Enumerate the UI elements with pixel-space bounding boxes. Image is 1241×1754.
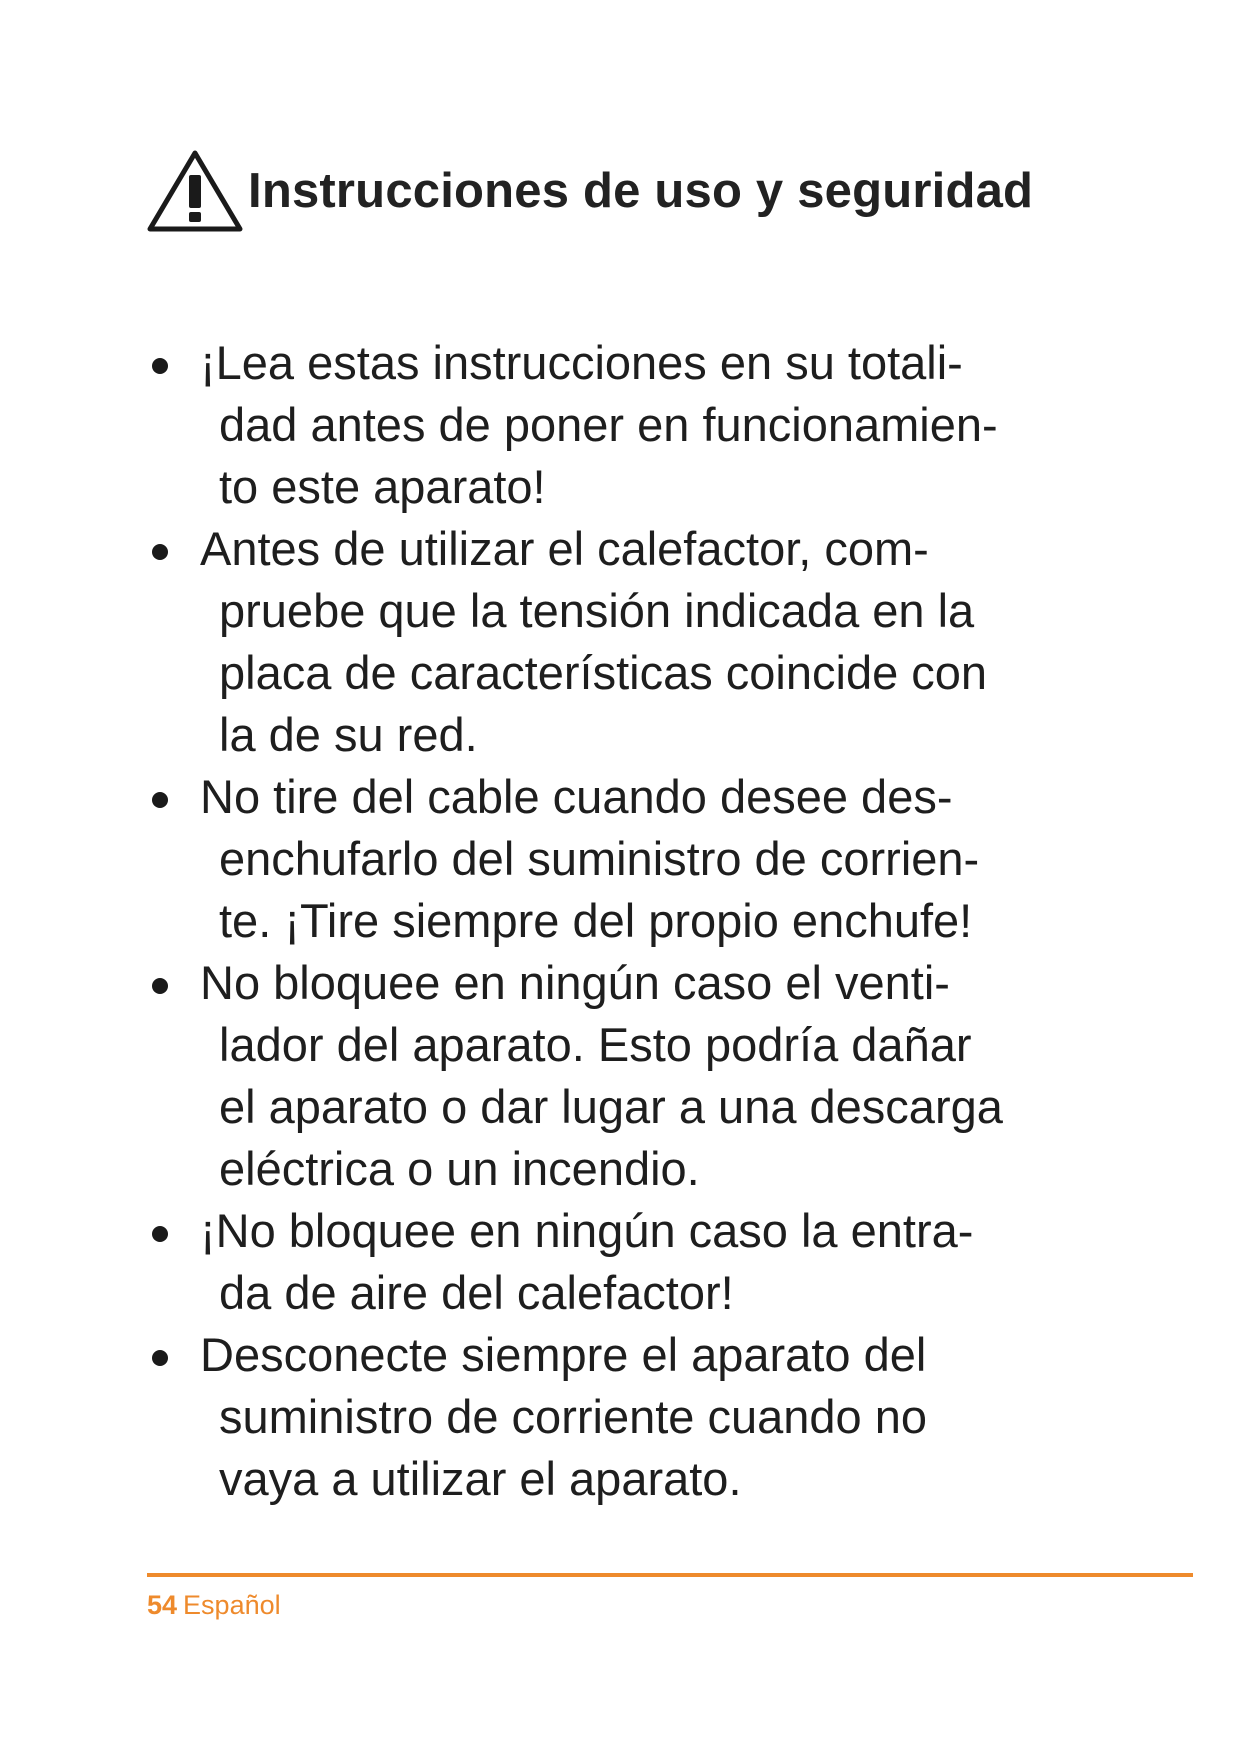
list-item-line: to este aparato! xyxy=(219,460,546,513)
list-item-line: te. ¡Tire siempre del propio enchufe! xyxy=(219,894,973,947)
list-item-line: el aparato o dar lugar a una descarga xyxy=(219,1080,1003,1133)
list-item-line: placa de características coincide con xyxy=(219,646,988,699)
page-number: 54 xyxy=(147,1590,178,1620)
list-item-line: eléctrica o un incendio. xyxy=(219,1142,700,1195)
section-heading xyxy=(146,146,1033,236)
list-item xyxy=(150,332,1080,518)
list-item-line: No tire del cable cuando desee des- xyxy=(200,770,953,823)
list-item-line: No bloquee en ningún caso el venti- xyxy=(200,956,950,1009)
list-item-line: vaya a utilizar el aparato. xyxy=(219,1452,742,1505)
bullet-icon xyxy=(152,544,168,560)
list-item-line: la de su red. xyxy=(219,708,478,761)
page-footer xyxy=(147,1590,281,1621)
list-item-line: ¡No bloquee en ningún caso la entra- xyxy=(200,1204,974,1257)
safety-instructions-list xyxy=(150,332,1080,1510)
bullet-icon xyxy=(152,978,168,994)
bullet-icon xyxy=(152,1226,168,1242)
warning-triangle-icon xyxy=(146,148,244,234)
bullet-icon xyxy=(152,792,168,808)
bullet-icon xyxy=(152,358,168,374)
footer-language: Español xyxy=(183,1590,281,1620)
list-item xyxy=(150,518,1080,766)
list-item xyxy=(150,1200,1080,1324)
list-item-line: enchufarlo del suministro de corrien- xyxy=(219,832,980,885)
list-item-line: Desconecte siempre el aparato del xyxy=(200,1328,927,1381)
page-title: Instrucciones de uso y seguridad xyxy=(248,164,1034,218)
list-item-line: da de aire del calefactor! xyxy=(219,1266,734,1319)
bullet-icon xyxy=(152,1350,168,1366)
list-item xyxy=(150,766,1080,952)
list-item xyxy=(150,1324,1080,1510)
list-item-line: suministro de corriente cuando no xyxy=(219,1390,928,1443)
footer-divider xyxy=(147,1573,1193,1577)
list-item-line: Antes de utilizar el calefactor, com- xyxy=(200,522,929,575)
list-item-line: dad antes de poner en funcionamien- xyxy=(219,398,998,451)
list-item-line: pruebe que la tensión indicada en la xyxy=(219,584,975,637)
list-item-line: ¡Lea estas instrucciones en su totali- xyxy=(200,336,963,389)
list-item-line: lador del aparato. Esto podría dañar xyxy=(219,1018,972,1071)
list-item xyxy=(150,952,1080,1200)
